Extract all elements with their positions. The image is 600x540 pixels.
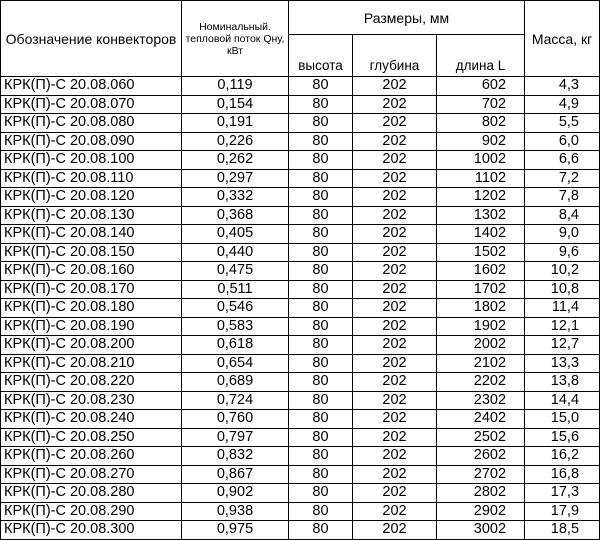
cell-depth: 202 bbox=[353, 95, 437, 114]
cell-height: 80 bbox=[289, 354, 353, 373]
cell-depth: 202 bbox=[353, 502, 437, 521]
cell-length: 2702 bbox=[437, 465, 525, 484]
cell-designation: КРК(П)-С 20.08.130 bbox=[1, 206, 182, 225]
cell-mass: 12,7 bbox=[525, 336, 600, 355]
header-mass: Масса, кг bbox=[525, 1, 600, 77]
cell-depth: 202 bbox=[353, 317, 437, 336]
cell-heat-flow: 0,689 bbox=[182, 373, 289, 392]
cell-heat-flow: 0,297 bbox=[182, 169, 289, 188]
table-row bbox=[1, 502, 600, 521]
cell-depth: 202 bbox=[353, 521, 437, 540]
cell-height: 80 bbox=[289, 373, 353, 392]
table-body bbox=[1, 77, 600, 540]
cell-length: 1902 bbox=[437, 317, 525, 336]
header-designation: Обозначение конвекторов bbox=[1, 1, 182, 77]
table-row bbox=[1, 262, 600, 281]
cell-mass: 15,0 bbox=[525, 410, 600, 429]
cell-length: 2602 bbox=[437, 447, 525, 466]
cell-designation: КРК(П)-С 20.08.140 bbox=[1, 225, 182, 244]
cell-length: 602 bbox=[437, 77, 525, 96]
header-length: длина L bbox=[437, 35, 525, 77]
cell-height: 80 bbox=[289, 169, 353, 188]
cell-designation: КРК(П)-С 20.08.160 bbox=[1, 262, 182, 281]
cell-designation: КРК(П)-С 20.08.230 bbox=[1, 391, 182, 410]
cell-mass: 17,9 bbox=[525, 502, 600, 521]
header-depth: глубина bbox=[353, 35, 437, 77]
cell-length: 1302 bbox=[437, 206, 525, 225]
cell-height: 80 bbox=[289, 77, 353, 96]
table-row bbox=[1, 391, 600, 410]
cell-mass: 11,4 bbox=[525, 299, 600, 318]
cell-height: 80 bbox=[289, 206, 353, 225]
cell-height: 80 bbox=[289, 280, 353, 299]
cell-mass: 4,9 bbox=[525, 95, 600, 114]
cell-heat-flow: 0,226 bbox=[182, 132, 289, 151]
table-row bbox=[1, 354, 600, 373]
cell-designation: КРК(П)-С 20.08.240 bbox=[1, 410, 182, 429]
cell-mass: 9,0 bbox=[525, 225, 600, 244]
cell-length: 1602 bbox=[437, 262, 525, 281]
cell-heat-flow: 0,583 bbox=[182, 317, 289, 336]
cell-mass: 18,5 bbox=[525, 521, 600, 540]
cell-height: 80 bbox=[289, 336, 353, 355]
table-row bbox=[1, 114, 600, 133]
table-row bbox=[1, 299, 600, 318]
cell-heat-flow: 0,119 bbox=[182, 77, 289, 96]
cell-designation: КРК(П)-С 20.08.300 bbox=[1, 521, 182, 540]
cell-heat-flow: 0,832 bbox=[182, 447, 289, 466]
cell-designation: КРК(П)-С 20.08.110 bbox=[1, 169, 182, 188]
cell-length: 802 bbox=[437, 114, 525, 133]
table-row bbox=[1, 447, 600, 466]
cell-heat-flow: 0,405 bbox=[182, 225, 289, 244]
table-header bbox=[1, 1, 600, 77]
cell-depth: 202 bbox=[353, 243, 437, 262]
cell-heat-flow: 0,654 bbox=[182, 354, 289, 373]
table-row bbox=[1, 77, 600, 96]
cell-height: 80 bbox=[289, 391, 353, 410]
cell-heat-flow: 0,440 bbox=[182, 243, 289, 262]
cell-heat-flow: 0,475 bbox=[182, 262, 289, 281]
cell-designation: КРК(П)-С 20.08.120 bbox=[1, 188, 182, 207]
cell-designation: КРК(П)-С 20.08.180 bbox=[1, 299, 182, 318]
cell-heat-flow: 0,724 bbox=[182, 391, 289, 410]
table-row bbox=[1, 188, 600, 207]
cell-mass: 13,8 bbox=[525, 373, 600, 392]
cell-designation: КРК(П)-С 20.08.280 bbox=[1, 484, 182, 503]
cell-height: 80 bbox=[289, 132, 353, 151]
cell-designation: КРК(П)-С 20.08.200 bbox=[1, 336, 182, 355]
cell-length: 1102 bbox=[437, 169, 525, 188]
cell-length: 1502 bbox=[437, 243, 525, 262]
cell-length: 1402 bbox=[437, 225, 525, 244]
cell-depth: 202 bbox=[353, 151, 437, 170]
cell-length: 2402 bbox=[437, 410, 525, 429]
cell-mass: 6,6 bbox=[525, 151, 600, 170]
cell-heat-flow: 0,618 bbox=[182, 336, 289, 355]
cell-heat-flow: 0,546 bbox=[182, 299, 289, 318]
cell-mass: 16,8 bbox=[525, 465, 600, 484]
header-heat-flow: Номинальный. тепловой поток Qну, кВт bbox=[182, 1, 289, 77]
cell-height: 80 bbox=[289, 151, 353, 170]
cell-mass: 6,0 bbox=[525, 132, 600, 151]
cell-designation: КРК(П)-С 20.08.080 bbox=[1, 114, 182, 133]
cell-length: 2902 bbox=[437, 502, 525, 521]
cell-depth: 202 bbox=[353, 299, 437, 318]
cell-mass: 15,6 bbox=[525, 428, 600, 447]
cell-designation: КРК(П)-С 20.08.220 bbox=[1, 373, 182, 392]
cell-depth: 202 bbox=[353, 280, 437, 299]
header-height: высота bbox=[289, 35, 353, 77]
cell-length: 2002 bbox=[437, 336, 525, 355]
cell-depth: 202 bbox=[353, 391, 437, 410]
cell-designation: КРК(П)-С 20.08.260 bbox=[1, 447, 182, 466]
cell-depth: 202 bbox=[353, 428, 437, 447]
cell-length: 3002 bbox=[437, 521, 525, 540]
header-dimensions: Размеры, мм bbox=[289, 1, 525, 35]
cell-depth: 202 bbox=[353, 169, 437, 188]
cell-mass: 5,5 bbox=[525, 114, 600, 133]
cell-height: 80 bbox=[289, 225, 353, 244]
cell-designation: КРК(П)-С 20.08.150 bbox=[1, 243, 182, 262]
cell-heat-flow: 0,938 bbox=[182, 502, 289, 521]
cell-height: 80 bbox=[289, 410, 353, 429]
cell-heat-flow: 0,332 bbox=[182, 188, 289, 207]
table-row bbox=[1, 206, 600, 225]
cell-length: 2102 bbox=[437, 354, 525, 373]
cell-height: 80 bbox=[289, 243, 353, 262]
cell-height: 80 bbox=[289, 262, 353, 281]
cell-depth: 202 bbox=[353, 484, 437, 503]
cell-depth: 202 bbox=[353, 225, 437, 244]
cell-height: 80 bbox=[289, 299, 353, 318]
cell-mass: 13,3 bbox=[525, 354, 600, 373]
cell-depth: 202 bbox=[353, 262, 437, 281]
cell-length: 2502 bbox=[437, 428, 525, 447]
table-row bbox=[1, 225, 600, 244]
cell-height: 80 bbox=[289, 95, 353, 114]
cell-mass: 9,6 bbox=[525, 243, 600, 262]
cell-depth: 202 bbox=[353, 447, 437, 466]
cell-height: 80 bbox=[289, 484, 353, 503]
cell-length: 1702 bbox=[437, 280, 525, 299]
cell-heat-flow: 0,262 bbox=[182, 151, 289, 170]
cell-heat-flow: 0,867 bbox=[182, 465, 289, 484]
cell-designation: КРК(П)-С 20.08.070 bbox=[1, 95, 182, 114]
cell-height: 80 bbox=[289, 465, 353, 484]
table-row bbox=[1, 132, 600, 151]
cell-mass: 12,1 bbox=[525, 317, 600, 336]
cell-depth: 202 bbox=[353, 354, 437, 373]
cell-depth: 202 bbox=[353, 77, 437, 96]
cell-heat-flow: 0,902 bbox=[182, 484, 289, 503]
cell-length: 2802 bbox=[437, 484, 525, 503]
cell-mass: 8,4 bbox=[525, 206, 600, 225]
table-row bbox=[1, 95, 600, 114]
table-row bbox=[1, 465, 600, 484]
cell-designation: КРК(П)-С 20.08.060 bbox=[1, 77, 182, 96]
cell-heat-flow: 0,797 bbox=[182, 428, 289, 447]
cell-mass: 16,2 bbox=[525, 447, 600, 466]
cell-depth: 202 bbox=[353, 188, 437, 207]
cell-depth: 202 bbox=[353, 410, 437, 429]
cell-length: 2302 bbox=[437, 391, 525, 410]
cell-designation: КРК(П)-С 20.08.210 bbox=[1, 354, 182, 373]
cell-height: 80 bbox=[289, 114, 353, 133]
cell-mass: 17,3 bbox=[525, 484, 600, 503]
cell-height: 80 bbox=[289, 188, 353, 207]
table-row bbox=[1, 373, 600, 392]
table-row bbox=[1, 336, 600, 355]
cell-depth: 202 bbox=[353, 465, 437, 484]
cell-height: 80 bbox=[289, 447, 353, 466]
cell-mass: 10,8 bbox=[525, 280, 600, 299]
cell-height: 80 bbox=[289, 502, 353, 521]
cell-designation: КРК(П)-С 20.08.090 bbox=[1, 132, 182, 151]
cell-height: 80 bbox=[289, 521, 353, 540]
cell-depth: 202 bbox=[353, 206, 437, 225]
cell-designation: КРК(П)-С 20.08.270 bbox=[1, 465, 182, 484]
cell-length: 1802 bbox=[437, 299, 525, 318]
cell-designation: КРК(П)-С 20.08.100 bbox=[1, 151, 182, 170]
cell-heat-flow: 0,511 bbox=[182, 280, 289, 299]
cell-mass: 4,3 bbox=[525, 77, 600, 96]
cell-mass: 10,2 bbox=[525, 262, 600, 281]
cell-length: 702 bbox=[437, 95, 525, 114]
cell-designation: КРК(П)-С 20.08.190 bbox=[1, 317, 182, 336]
table-row bbox=[1, 410, 600, 429]
cell-mass: 7,8 bbox=[525, 188, 600, 207]
cell-heat-flow: 0,760 bbox=[182, 410, 289, 429]
table-row bbox=[1, 317, 600, 336]
table-row bbox=[1, 280, 600, 299]
cell-heat-flow: 0,975 bbox=[182, 521, 289, 540]
cell-designation: КРК(П)-С 20.08.170 bbox=[1, 280, 182, 299]
cell-length: 1202 bbox=[437, 188, 525, 207]
cell-designation: КРК(П)-С 20.08.290 bbox=[1, 502, 182, 521]
cell-mass: 7,2 bbox=[525, 169, 600, 188]
cell-length: 902 bbox=[437, 132, 525, 151]
cell-depth: 202 bbox=[353, 132, 437, 151]
cell-mass: 14,4 bbox=[525, 391, 600, 410]
cell-designation: КРК(П)-С 20.08.250 bbox=[1, 428, 182, 447]
table-row bbox=[1, 151, 600, 170]
table-row bbox=[1, 243, 600, 262]
cell-height: 80 bbox=[289, 317, 353, 336]
cell-depth: 202 bbox=[353, 336, 437, 355]
table-row bbox=[1, 521, 600, 540]
cell-length: 1002 bbox=[437, 151, 525, 170]
cell-depth: 202 bbox=[353, 114, 437, 133]
table-row bbox=[1, 169, 600, 188]
cell-length: 2202 bbox=[437, 373, 525, 392]
cell-heat-flow: 0,154 bbox=[182, 95, 289, 114]
table-row bbox=[1, 428, 600, 447]
cell-heat-flow: 0,191 bbox=[182, 114, 289, 133]
cell-height: 80 bbox=[289, 428, 353, 447]
table-row bbox=[1, 484, 600, 503]
cell-heat-flow: 0,368 bbox=[182, 206, 289, 225]
cell-depth: 202 bbox=[353, 373, 437, 392]
